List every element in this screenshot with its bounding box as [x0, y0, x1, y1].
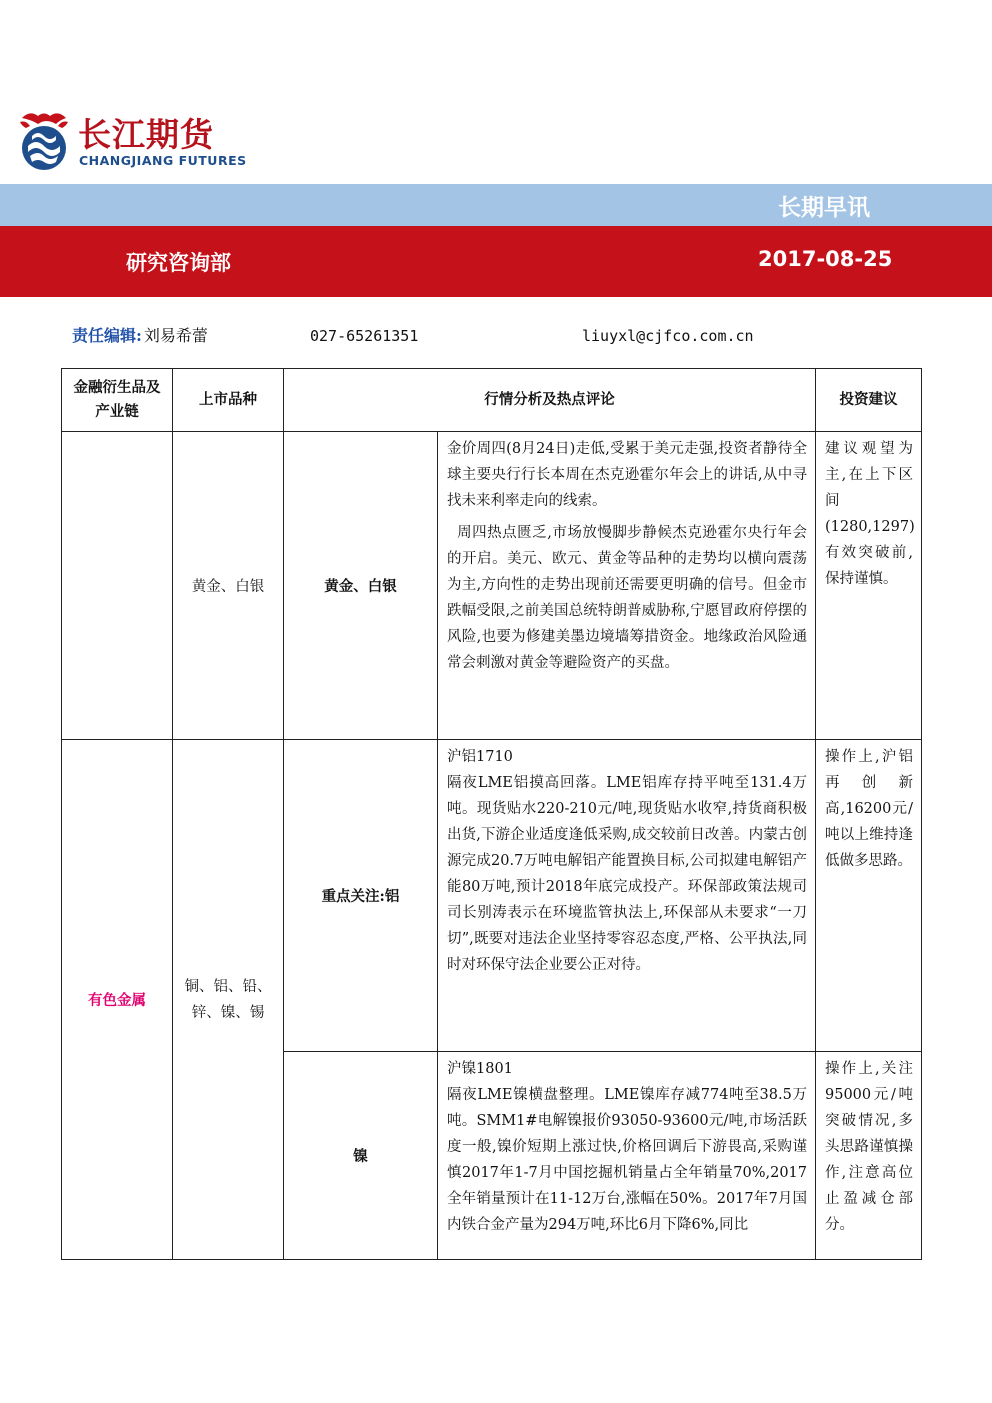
advice-cell: 建议观望为主,在上下区间(1280,1297)有效突破前,保持谨慎。: [816, 432, 922, 740]
focus-cell: 重点关注:铝: [284, 740, 438, 1052]
dragon-logo-icon: [16, 108, 72, 172]
analysis-text: 隔夜LME铝摸高回落。LME铝库存持平吨至131.4万吨。现货贴水220-210元/吨,现货贴水收窄,持货商积极出货,下游企业适度逢低采购,成交较前日改善。内蒙古创源完成20.7万吨电解铝产能置换目标,公司拟建电解铝产能80万吨,预计2018年底完成投产。环保部政策法规司司长别涛表示在环境监管执法上,环保部从未要求“一刀切”,既要对违法企业坚持零容忍态度,严格、公平执法,同时对环保守法企业要公正对待。: [447, 775, 807, 973]
report-date: 2017-08-25: [758, 247, 893, 271]
focus-cell: 镍: [284, 1052, 438, 1260]
editor-phone: 027-65261351: [310, 327, 419, 345]
header-analysis: 行情分析及热点评论: [284, 369, 816, 432]
editor-email: liuyxl@cjfco.com.cn: [582, 327, 754, 345]
header-category: 金融衍生品及产业链: [62, 369, 173, 432]
category-cell: [62, 432, 173, 740]
department-name: 研究咨询部: [126, 251, 231, 275]
analysis-paragraph: 金价周四(8月24日)走低,受累于美元走强,投资者静待全球主要央行行长本周在杰克逊霍尔年会上的讲话,从中寻找未来利率走向的线索。: [447, 441, 807, 509]
header-products: 上市品种: [173, 369, 284, 432]
table-row-gold: [62, 432, 922, 740]
header-advice: 投资建议: [816, 369, 922, 432]
advice-cell: 操作上,沪铝再创新高,16200元/吨以上维持逢低做多思路。: [816, 740, 922, 1052]
analysis-cell: [438, 1052, 816, 1260]
focus-cell: 黄金、白银: [284, 432, 438, 740]
department-band: [0, 226, 992, 297]
analysis-cell: [438, 740, 816, 1052]
analysis-cell: [438, 432, 816, 740]
contract-code: 沪铝1710: [447, 749, 513, 765]
report-name: 长期早讯: [778, 195, 870, 221]
products-cell: 铜、铝、铅、锌、镍、锡: [173, 740, 284, 1260]
category-label: 有色金属: [88, 992, 146, 1009]
logo-english-text: CHANGJIANG FUTURES: [79, 153, 247, 168]
report-title-band: [0, 184, 992, 226]
logo-chinese-text: 长江期货: [78, 115, 214, 154]
editor-name: 刘易希蕾: [143, 326, 208, 345]
contract-code: 沪镍1801: [447, 1061, 513, 1077]
analysis-paragraph: 周四热点匮乏,市场放慢脚步静候杰克逊霍尔央行年会的开启。美元、欧元、黄金等品种的走势均以横向震荡为主,方向性的走势出现前还需要更明确的信号。但金市跌幅受限,之前美国总统特朗普威胁称,宁愿冒政府停摆的风险,也要为修建美墨边境墙筹措资金。地缘政治风险通常会刺激对黄金等避险资产的买盘。: [447, 525, 807, 671]
analysis-table: [61, 368, 922, 1260]
products-cell: 黄金、白银: [173, 432, 284, 740]
editor-label: 责任编辑:: [72, 326, 142, 345]
table-header-row: [62, 369, 922, 432]
company-logo: [16, 108, 256, 174]
category-cell: [62, 740, 173, 1260]
table-row-aluminum: [62, 740, 922, 1052]
analysis-text: 隔夜LME镍横盘整理。LME镍库存减774吨至38.5万吨。SMM1#电解镍报价93050-93600元/吨,市场活跃度一般,镍价短期上涨过快,价格回调后下游畏高,采购谨慎2017年1-7月中国挖掘机销量占全年销量70%,2017全年销量预计在11-12万台,涨幅在50%。2017年7月国内铁合金产量为294万吨,环比6月下降6%,同比: [447, 1087, 807, 1233]
advice-cell: 操作上,关注95000元/吨突破情况,多头思路谨慎操作,注意高位止盈减仓部分。: [816, 1052, 922, 1260]
editor-info: [72, 324, 754, 348]
